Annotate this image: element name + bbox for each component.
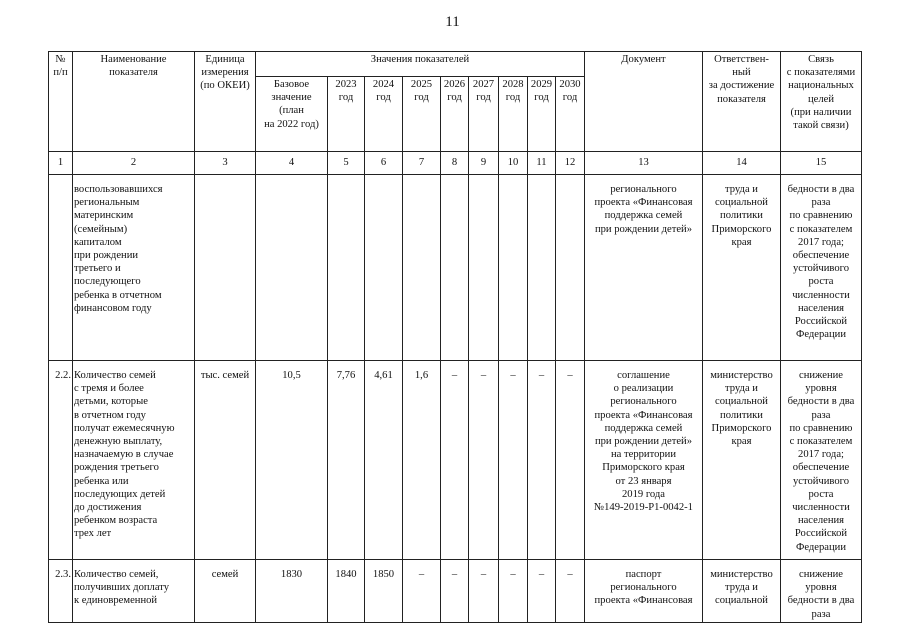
column-number: 12 xyxy=(556,152,585,175)
page-number: 11 xyxy=(445,14,460,30)
row-num: 2.3. xyxy=(49,560,73,623)
column-number-row xyxy=(49,152,862,175)
row-indicator-name: воспользовавшихся региональным материнским (семейным) капиталом при рождении третьего и последующего ребенка в отчетном финансовом году xyxy=(73,175,195,361)
row-responsible: министерство труда и социальной xyxy=(703,560,781,623)
row-document: паспорт регионального проекта «Финансовая xyxy=(585,560,703,623)
column-number: 13 xyxy=(585,152,703,175)
header-year: 2024 год xyxy=(365,77,403,152)
row-year-value xyxy=(469,175,499,361)
row-year-value xyxy=(528,175,556,361)
column-number: 9 xyxy=(469,152,499,175)
column-number: 14 xyxy=(703,152,781,175)
column-number: 15 xyxy=(781,152,862,175)
header-year: 2025 год xyxy=(403,77,441,152)
column-number: 6 xyxy=(365,152,403,175)
table-row xyxy=(49,560,862,623)
header-year: 2029 год xyxy=(528,77,556,152)
row-responsible: труда и социальной политики Приморского края xyxy=(703,175,781,361)
table-row xyxy=(49,175,862,361)
row-year-value xyxy=(441,175,469,361)
row-num: 2.2. xyxy=(49,361,73,560)
row-unit: семей xyxy=(195,560,256,623)
row-indicator-name: Количество семей с тремя и более детьми, которые в отчетном году получат ежемесячную денежную выплату, назначаемую в случае рождения третьего ребенка или последующих детей до достижения ребенком возраста трех лет xyxy=(73,361,195,560)
row-national-goal-link: снижение уровня бедности в два раза xyxy=(781,560,862,623)
column-number: 7 xyxy=(403,152,441,175)
row-year-value: 4,61 xyxy=(365,361,403,560)
row-base-value: 10,5 xyxy=(256,361,328,560)
row-year-value: – xyxy=(441,361,469,560)
header-name: Наименование показателя xyxy=(73,52,195,152)
column-number: 8 xyxy=(441,152,469,175)
header-num: № п/п xyxy=(49,52,73,152)
row-year-value: – xyxy=(556,560,585,623)
row-base-value: 1830 xyxy=(256,560,328,623)
row-year-value: – xyxy=(499,560,528,623)
row-year-value: – xyxy=(469,361,499,560)
column-number: 4 xyxy=(256,152,328,175)
row-year-value: 1850 xyxy=(365,560,403,623)
header-document: Документ xyxy=(585,52,703,152)
header-row-top xyxy=(49,52,862,77)
row-year-value: – xyxy=(403,560,441,623)
column-number: 10 xyxy=(499,152,528,175)
row-year-value xyxy=(328,175,365,361)
column-number: 5 xyxy=(328,152,365,175)
row-year-value xyxy=(556,175,585,361)
row-year-value: – xyxy=(528,361,556,560)
row-unit: тыс. семей xyxy=(195,361,256,560)
row-document: соглашение о реализации регионального проекта «Финансовая поддержка семей при рождении детей» на территории Приморского края от 23 января 2019 года №149-2019-Р1-0042-1 xyxy=(585,361,703,560)
column-number: 1 xyxy=(49,152,73,175)
row-base-value xyxy=(256,175,328,361)
header-year: 2023 год xyxy=(328,77,365,152)
row-national-goal-link: бедности в два раза по сравнению с показателем 2017 года; обеспечение устойчивого роста численности населения Российской Федерации xyxy=(781,175,862,361)
row-year-value: 1840 xyxy=(328,560,365,623)
header-unit: Единица измерения (по ОКЕИ) xyxy=(195,52,256,152)
row-indicator-name: Количество семей, получивших доплату к единовременной xyxy=(73,560,195,623)
row-year-value: – xyxy=(441,560,469,623)
row-year-value: – xyxy=(499,361,528,560)
row-year-value xyxy=(365,175,403,361)
row-year-value: – xyxy=(469,560,499,623)
row-year-value xyxy=(403,175,441,361)
header-year: 2027 год xyxy=(469,77,499,152)
row-year-value: 7,76 xyxy=(328,361,365,560)
column-number: 3 xyxy=(195,152,256,175)
row-document: регионального проекта «Финансовая поддержка семей при рождении детей» xyxy=(585,175,703,361)
row-year-value xyxy=(499,175,528,361)
header-year: 2028 год xyxy=(499,77,528,152)
column-number: 11 xyxy=(528,152,556,175)
table-row xyxy=(49,361,862,560)
row-responsible: министерство труда и социальной политики Приморского края xyxy=(703,361,781,560)
header-base: Базовое значение (план на 2022 год) xyxy=(256,77,328,152)
header-responsible: Ответствен- ный за достижение показателя xyxy=(703,52,781,152)
row-national-goal-link: снижение уровня бедности в два раза по сравнению с показателем 2017 года; обеспечение устойчивого роста численности населения Российской Федерации xyxy=(781,361,862,560)
header-values-group: Значения показателей xyxy=(256,52,585,77)
row-num xyxy=(49,175,73,361)
row-year-value: – xyxy=(528,560,556,623)
row-year-value: 1,6 xyxy=(403,361,441,560)
header-year: 2030 год xyxy=(556,77,585,152)
header-year: 2026 год xyxy=(441,77,469,152)
column-number: 2 xyxy=(73,152,195,175)
row-year-value: – xyxy=(556,361,585,560)
header-link: Связь с показателями национальных целей (при наличии такой связи) xyxy=(781,52,862,152)
indicators-table xyxy=(48,51,862,623)
row-unit xyxy=(195,175,256,361)
